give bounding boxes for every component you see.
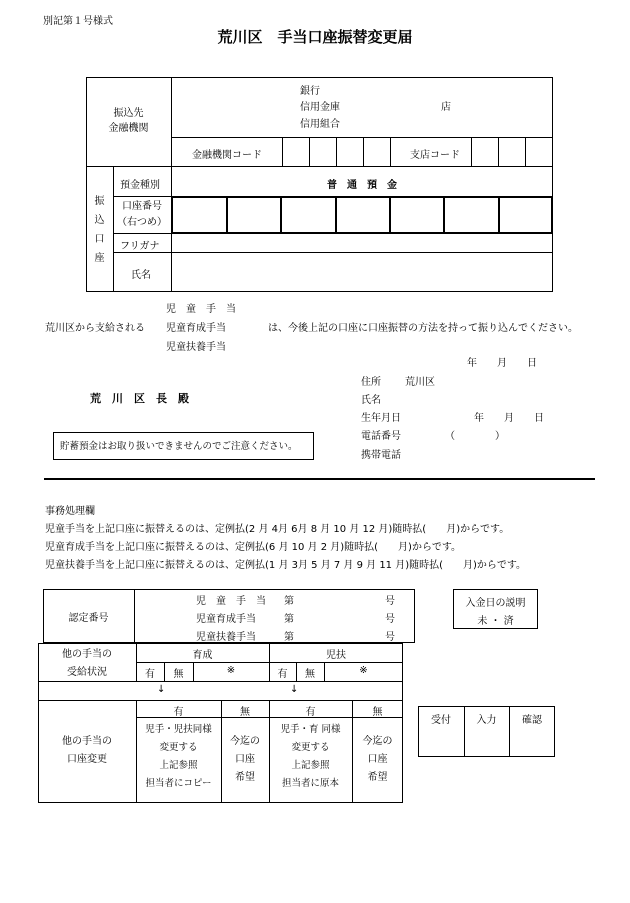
allowance-support: 児童扶養手当 — [166, 342, 226, 353]
furigana-label: フリガナ — [120, 241, 160, 252]
bank-type-ginko: 銀行 — [300, 86, 320, 97]
cert-label: 認定番号 — [68, 613, 109, 624]
change-jifu-no: 無 — [372, 707, 383, 718]
account-section-label: 振 込 口 座 — [94, 196, 105, 264]
stamp-confirmed: 確認 — [522, 715, 542, 726]
page-title: 荒川区 手当口座振替変更届 — [217, 28, 413, 46]
ikusei-mark: ※ — [226, 665, 236, 676]
cert-row-2-suffix: 号 — [385, 614, 395, 625]
other-status-label: 他の手当の 受給状況 — [62, 649, 112, 678]
cert-row-1-suffix: 号 — [385, 596, 395, 607]
branch-code-label: 支店コード — [410, 150, 460, 161]
cert-row-2-name: 児童育成手当 — [196, 614, 256, 625]
col-ikusei: 育成 — [192, 650, 213, 661]
ikusei-no-instructions: 今迄の 口座 希望 — [230, 736, 260, 783]
account-number-label: 口座番号 （右つめ） — [117, 201, 167, 228]
name-label: 氏名 — [131, 270, 151, 281]
dob-format: 年 月 日 — [474, 413, 544, 424]
office-line-3: 児童扶養手当を上記口座に振替えるのは、定例払(1 月 3月 5 月 7 月 9 月 11 月)随時払( 月)からです。 — [45, 560, 527, 571]
col-jifu: 児扶 — [326, 650, 346, 661]
cert-row-1-prefix: 第 — [284, 596, 294, 607]
jifu-no: 無 — [305, 669, 315, 680]
statement-prefix: 荒川区から支給される — [45, 323, 145, 334]
section-divider — [44, 478, 595, 480]
statement-suffix: は、今後上記の口座に口座振替の方法を持って振り込んでください。 — [268, 323, 578, 334]
jifu-yes-instructions: 児手・育 同様 変更する 上記参照 担当者に原本 — [280, 724, 341, 789]
deposit-type-label: 預金種別 — [120, 180, 160, 191]
arrow-down-icon: ↓ — [290, 684, 299, 695]
bank-header: 振込先 金融機関 — [108, 108, 149, 134]
account-number-field[interactable] — [171, 196, 553, 234]
change-ikusei-yes: 有 — [173, 707, 184, 718]
stamp-input: 入力 — [476, 715, 497, 726]
payment-date-value: 未 ・ 済 — [477, 616, 514, 627]
branch-suffix: 店 — [441, 102, 451, 113]
payment-date-title: 入金日の説明 — [465, 598, 526, 609]
change-jifu-yes: 有 — [305, 707, 316, 718]
bank-type-kumiai: 信用組合 — [300, 119, 340, 130]
jifu-yes: 有 — [277, 669, 288, 680]
office-line-2: 児童育成手当を上記口座に振替えるのは、定例払(6 月 10 月 2 月)随時払( 月)からです。 — [45, 542, 462, 553]
jifu-mark: ※ — [359, 665, 368, 676]
phone-format: （ ） — [445, 431, 505, 442]
address-value: 荒川区 — [405, 377, 435, 388]
dob-label: 生年月日 — [361, 413, 401, 424]
office-line-1: 児童手当を上記口座に振替えるのは、定例払(2 月 4月 6月 8 月 10 月 12 月)随時払( 月)からです。 — [45, 524, 510, 535]
cert-row-3-name: 児童扶養手当 — [196, 632, 256, 643]
allowance-rearing: 児童育成手当 — [166, 323, 226, 334]
bank-type-shinkin: 信用金庫 — [300, 102, 340, 113]
ikusei-yes: 有 — [145, 669, 155, 680]
arrow-down-icon: ↓ — [157, 684, 166, 695]
cert-row-3-suffix: 号 — [385, 632, 395, 643]
ikusei-yes-instructions: 児手・児扶同様 変更する 上記参照 担当者にコピー — [145, 724, 212, 789]
form-number: 別記第１号様式 — [43, 16, 113, 27]
cert-row-1-name: 児 童 手 当 — [196, 596, 266, 607]
bank-code-label: 金融機関コード — [192, 150, 262, 161]
notice-text: 貯蓄預金はお取り扱いできませんのでご注意ください。 — [60, 441, 298, 452]
cert-row-3-prefix: 第 — [284, 632, 294, 643]
office-title: 事務処理欄 — [45, 506, 95, 517]
mobile-label: 携帯電話 — [361, 450, 401, 461]
change-ikusei-no: 無 — [240, 707, 250, 718]
other-change-label: 他の手当の 口座変更 — [62, 736, 112, 765]
cert-row-2-prefix: 第 — [284, 614, 294, 625]
stamp-received: 受付 — [431, 715, 451, 726]
phone-label: 電話番号 — [361, 431, 401, 442]
applicant-name-label: 氏名 — [361, 395, 381, 406]
address-label: 住所 — [361, 377, 381, 388]
allowance-child: 児 童 手 当 — [166, 304, 236, 315]
ikusei-no: 無 — [173, 669, 184, 680]
jifu-no-instructions: 今迄の 口座 希望 — [362, 736, 393, 783]
submission-date: 年 月 日 — [467, 358, 537, 369]
deposit-type-value: 普 通 預 金 — [327, 180, 397, 191]
addressee: 荒 川 区 長 殿 — [90, 392, 189, 405]
